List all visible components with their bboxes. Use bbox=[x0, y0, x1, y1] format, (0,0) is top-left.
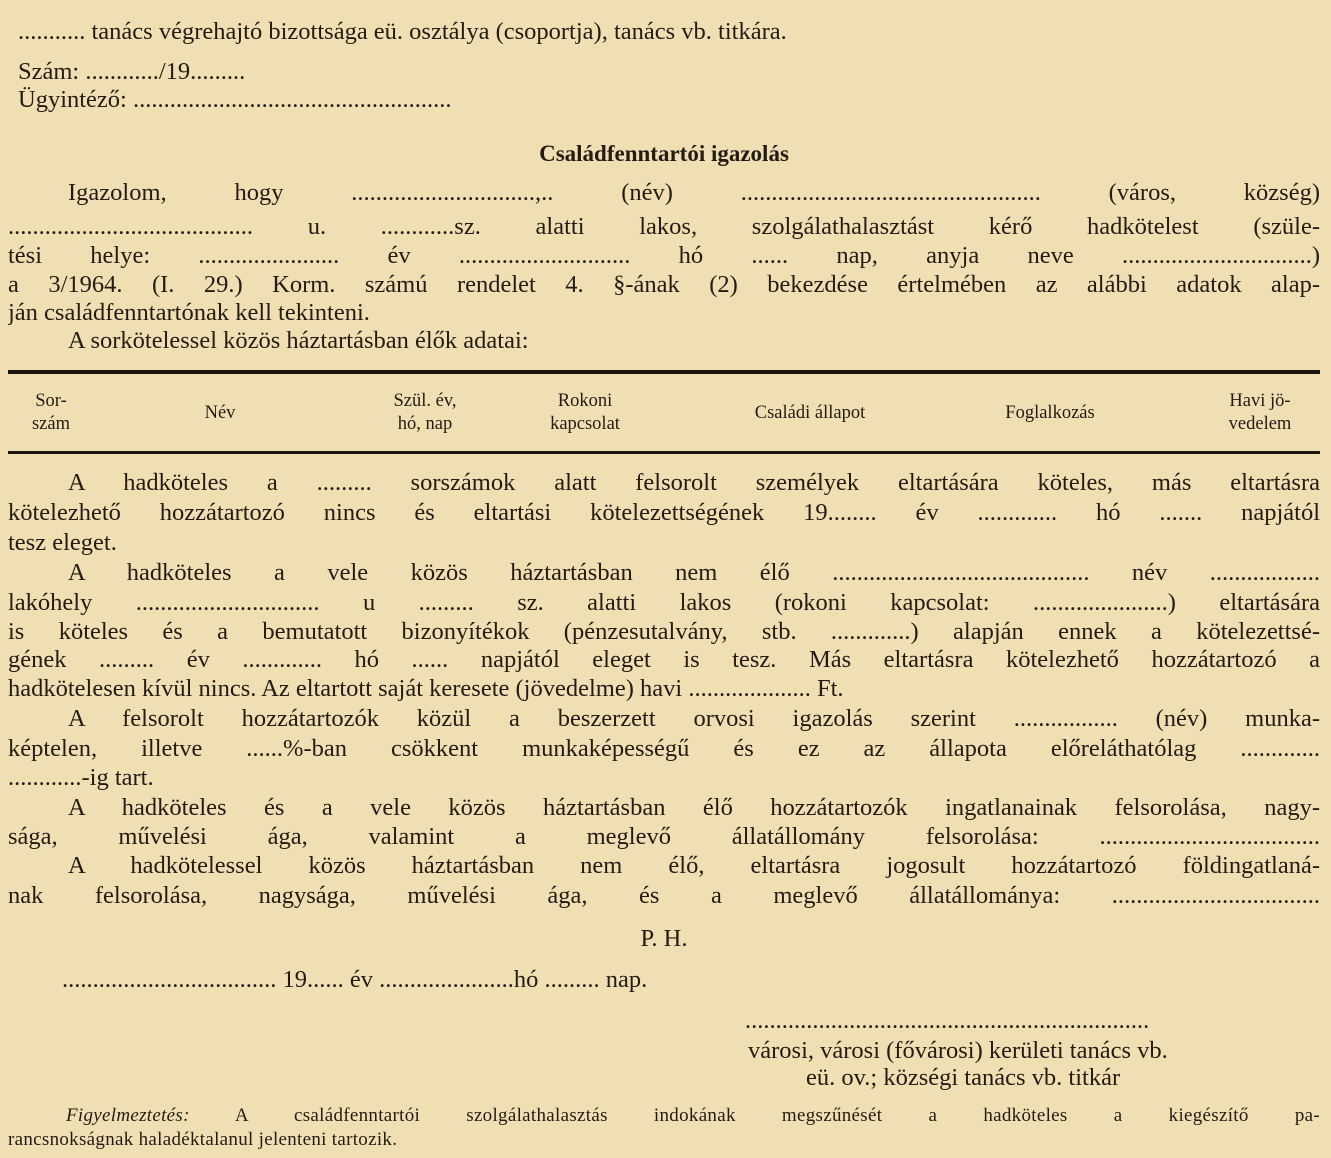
body-line-3: tesz eleget. bbox=[8, 529, 117, 556]
signature-title-2: eü. ov.; községi tanács vb. titkár bbox=[806, 1064, 1121, 1091]
col-header-birth: Szül. év, hó, nap bbox=[393, 391, 457, 434]
footnote-line-1 bbox=[66, 1104, 1320, 1128]
intro-line-4: a 3/1964. (I. 29.) Korm. számú rendelet 4. §-ának (2) bekezdése értelmében az alábbi adatok alap- bbox=[8, 271, 1320, 298]
col-header-marital: Családi állapot bbox=[754, 403, 866, 423]
body-line-2: kötelezhető hozzátartozó nincs és eltartási kötelezettségének 19........ év ............. hó ....... napjától bbox=[8, 499, 1320, 526]
col-header-income: Havi jö- vedelem bbox=[1228, 391, 1292, 434]
case-officer-field: Ügyintéző: .................................................... bbox=[18, 86, 452, 113]
intro-line-2: ........................................ u. ............sz. alatti lakos, szolgálathalasztást kérő hadkötelest (szüle- bbox=[8, 213, 1320, 240]
col-header-name: Név bbox=[204, 403, 236, 423]
body-line-6: is köteles és a bemutatott bizonyítékok (pénzesutalvány, stb. .............) alapján ennek a kötelezettsé- bbox=[8, 618, 1320, 645]
stamp-placeholder: P. H. bbox=[640, 925, 688, 952]
footnote-line-2: rancsnokságnak haladéktalanul jelenteni tartozik. bbox=[8, 1129, 398, 1150]
number-field: Szám: ............/19......... bbox=[18, 58, 246, 85]
col-header-relation: Rokoni kapcsolat bbox=[550, 391, 620, 434]
signature-dots: .................................................................. bbox=[745, 1007, 1150, 1034]
intro-line-3: tési helye: ....................... év ............................ hó ...... nap, anyja neve ...............................) bbox=[8, 242, 1320, 269]
body-line-15: nak felsorolása, nagysága, művelési ága, és a meglevő állatállománya: .................................. bbox=[8, 882, 1320, 909]
body-line-1: A hadköteles a ......... sorszámok alatt felsorolt személyek eltartására köteles, más eltartásra bbox=[68, 469, 1320, 496]
intro-line-1: Igazolom, hogy ..............................,.. (név) ................................................. (város, község) bbox=[68, 179, 1320, 206]
household-caption: A sorkötelessel közös háztartásban élők adatai: bbox=[68, 327, 529, 354]
body-line-14: A hadkötelessel közös háztartásban nem élő, eltartásra jogosult hozzátartozó földingatlaná- bbox=[68, 852, 1320, 879]
col-header-occupation: Foglalkozás bbox=[1005, 403, 1095, 423]
body-line-5: lakóhely .............................. u ......... sz. alatti lakos (rokoni kapcsolat: ......................) eltartására bbox=[8, 589, 1320, 616]
table-top-rule bbox=[8, 370, 1320, 374]
body-line-12: A hadköteles és a vele közös háztartásban élő hozzátartozók ingatlanainak felsorolása, nagy- bbox=[68, 794, 1320, 821]
council-header-line: ........... tanács végrehajtó bizottsága eü. osztálya (csoportja), tanács vb. titkára. bbox=[18, 18, 787, 45]
signature-title-1: városi, városi (fővárosi) kerületi tanács vb. bbox=[748, 1037, 1168, 1064]
body-line-8: hadkötelesen kívül nincs. Az eltartott saját keresete (jövedelme) havi .................... Ft. bbox=[8, 675, 844, 702]
body-line-4: A hadköteles a vele közös háztartásban nem élő .......................................... név .................. bbox=[68, 559, 1320, 586]
date-line: ................................... 19...... év ......................hó ......... nap. bbox=[62, 966, 648, 993]
document-title: Családfenntartói igazolás bbox=[539, 141, 789, 166]
intro-line-5: ján családfenntartónak kell tekinteni. bbox=[8, 299, 370, 326]
footnote-label: Figyelmeztetés: bbox=[66, 1105, 190, 1126]
table-bottom-rule bbox=[8, 451, 1320, 454]
footnote-text-1: A családfenntartói szolgálathalasztás indokának megszűnését a hadköteles a kiegészítő pa- bbox=[189, 1105, 1320, 1126]
body-line-13: sága, művelési ága, valamint a meglevő állatállomány felsorolása: .................................... bbox=[8, 823, 1320, 850]
body-line-7: gének ......... év ............. hó ...... napjától eleget is tesz. Más eltartásra kötelezhető hozzátartozó a bbox=[8, 646, 1320, 673]
body-line-11: ............-ig tart. bbox=[8, 764, 154, 791]
body-line-10: képtelen, illetve ......%-ban csökkent munkaképességű és ez az állapota előreláthatólag ............. bbox=[8, 735, 1320, 762]
body-line-9: A felsorolt hozzátartozók közül a beszerzett orvosi igazolás szerint ................. (név) munka- bbox=[68, 705, 1320, 732]
col-header-serial: Sor- szám bbox=[31, 391, 70, 434]
